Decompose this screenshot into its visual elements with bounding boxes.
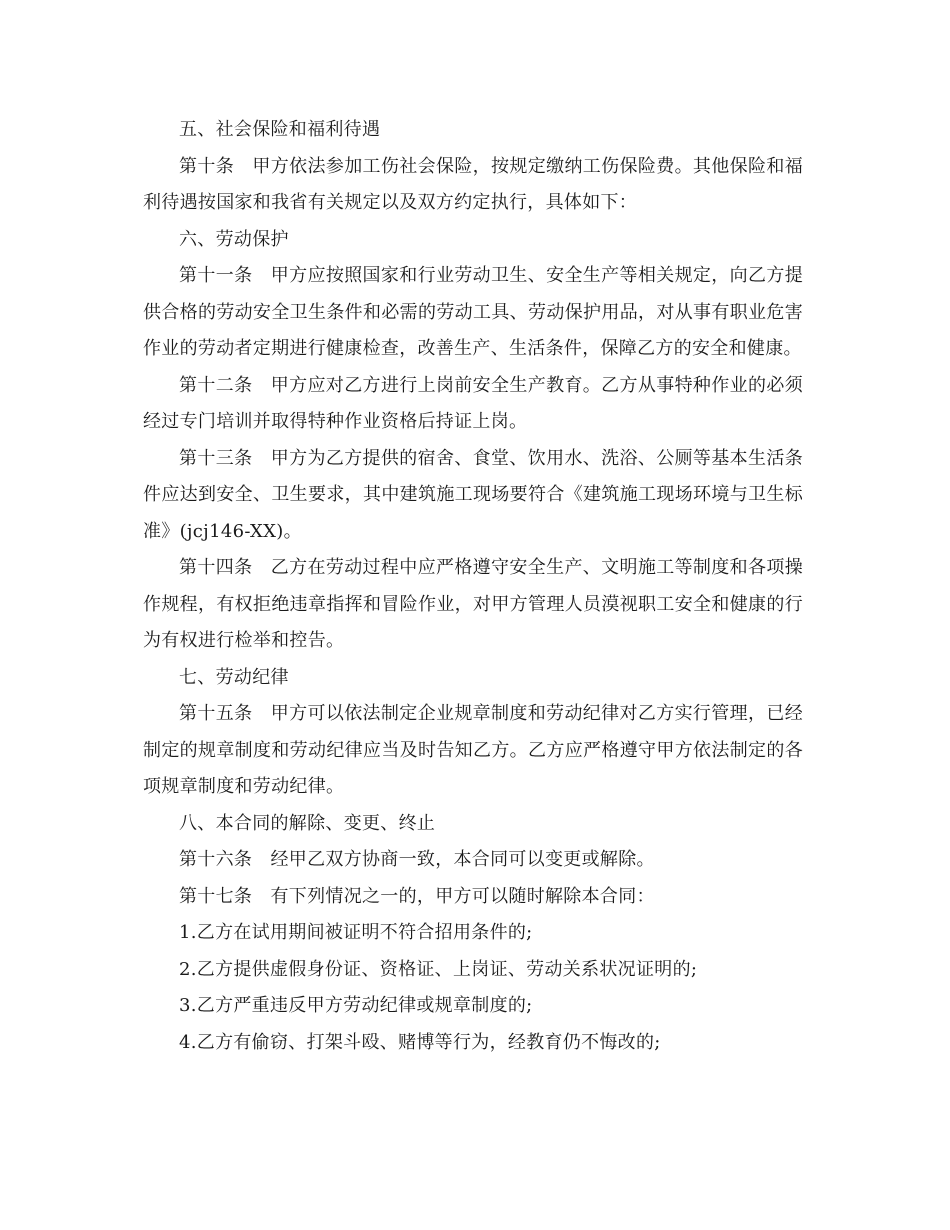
list-item-4: 4.乙方有偷窃、打架斗殴、赌博等行为，经教育仍不悔改的; [179, 1031, 661, 1053]
article-14: 第十四条 乙方在劳动过程中应严格遵守安全生产、文明施工等制度和各项操作规程，有权拒绝违章指挥和冒险作业，对甲方管理人员漠视职工安全和健康的行为有权进行检举和控告。 [143, 557, 803, 651]
article-15: 第十五条 甲方可以依法制定企业规章制度和劳动纪律对乙方实行管理，已经制定的规章制度和劳动纪律应当及时告知乙方。乙方应严格遵守甲方依法制定的各项规章制度和劳动纪律。 [143, 703, 803, 797]
article-12: 第十二条 甲方应对乙方进行上岗前安全生产教育。乙方从事特种作业的必须经过专门培训并取得特种作业资格后持证上岗。 [143, 374, 803, 432]
section-heading-contract-termination: 八、本合同的解除、变更、终止 [179, 812, 436, 834]
article-16: 第十六条 经甲乙双方协商一致，本合同可以变更或解除。 [179, 849, 655, 870]
list-item-3: 3.乙方严重违反甲方劳动纪律或规章制度的; [179, 995, 533, 1016]
section-heading-labor-discipline: 七、劳动纪律 [179, 666, 289, 688]
list-item-2: 2.乙方提供虚假身份证、资格证、上岗证、劳动关系状况证明的; [179, 958, 698, 980]
article-17: 第十七条 有下列情况之一的，甲方可以随时解除本合同： [179, 885, 655, 907]
article-10: 第十条 甲方依法参加工伤社会保险，按规定缴纳工伤保险费。其他保险和福利待遇按国家和我省有关规定以及双方约定执行，具体如下： [143, 155, 803, 213]
section-heading-social-insurance: 五、社会保险和福利待遇 [179, 119, 381, 140]
list-item-1: 1.乙方在试用期间被证明不符合招用条件的; [179, 922, 533, 943]
article-13: 第十三条 甲方为乙方提供的宿舍、食堂、饮用水、洗浴、公厕等基本生活条件应达到安全、卫生要求，其中建筑施工现场要符合《建筑施工现场环境与卫生标准》(jcj146-XX)。 [143, 447, 803, 542]
document-body [143, 112, 803, 1061]
section-heading-labor-protection: 六、劳动保护 [179, 228, 289, 250]
article-11: 第十一条 甲方应按照国家和行业劳动卫生、安全生产等相关规定，向乙方提供合格的劳动安全卫生条件和必需的劳动工具、劳动保护用品，对从事有职业危害作业的劳动者定期进行健康检查，改善生产、生活条件，保障乙方的安全和健康。 [143, 265, 803, 359]
